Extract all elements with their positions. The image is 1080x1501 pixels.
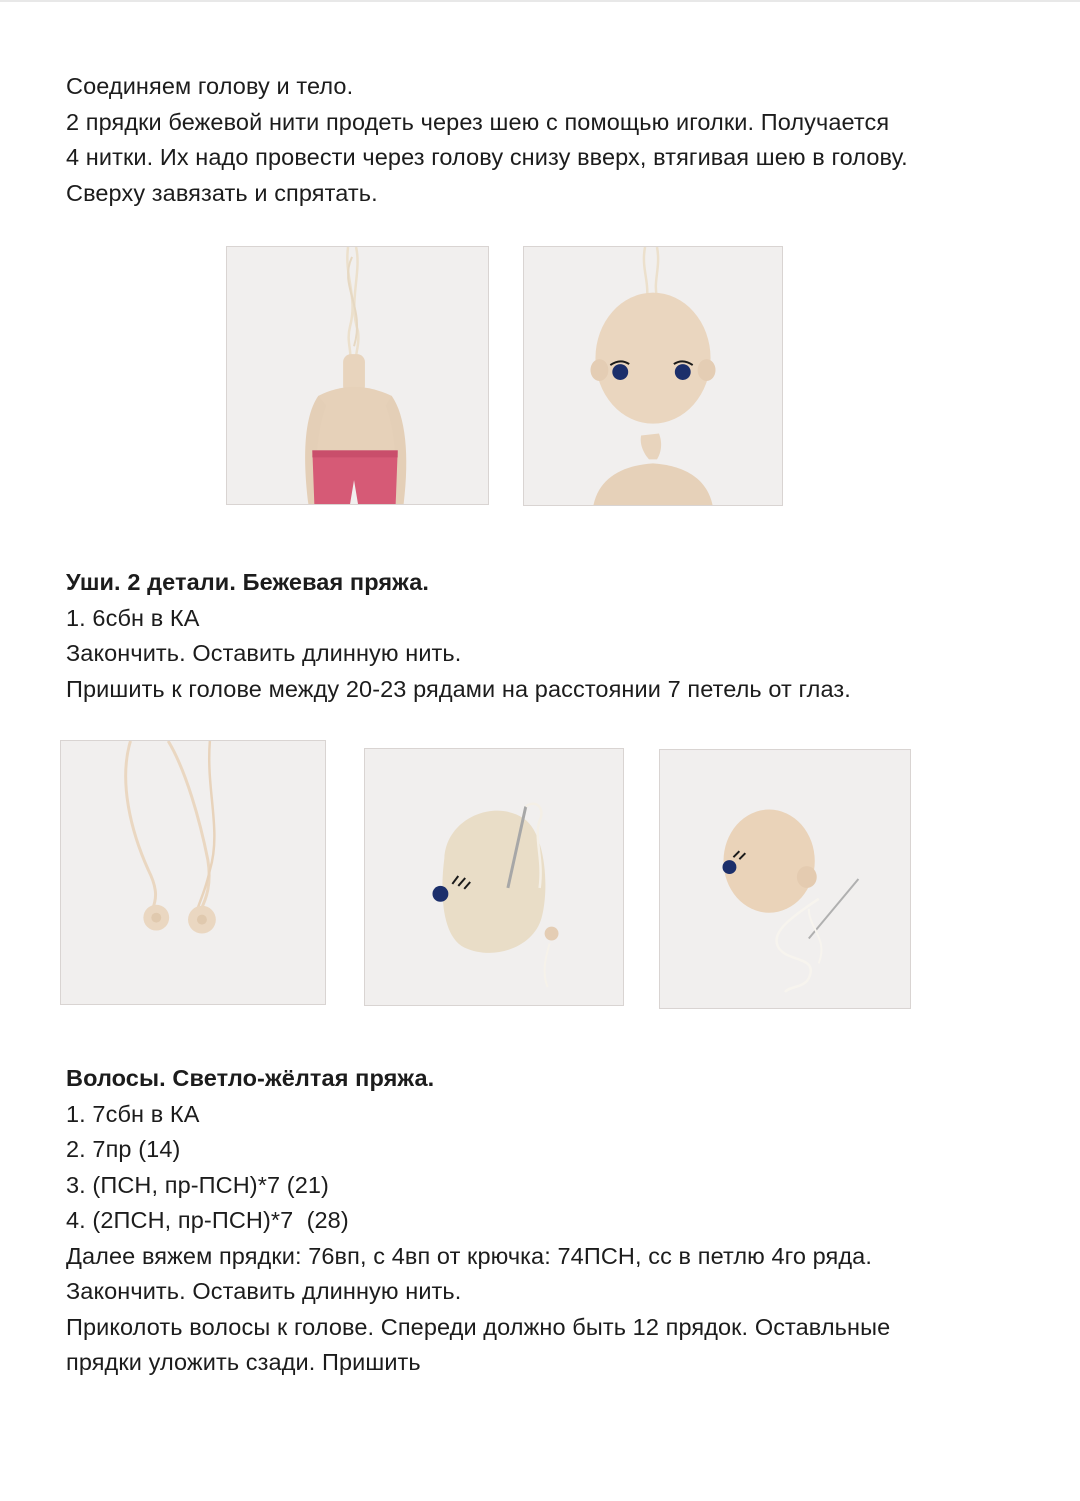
hair-heading: Волосы. Светло-жёлтая пряжа.	[66, 1065, 435, 1091]
photo-ears-with-threads	[60, 740, 326, 1005]
body-illustration	[227, 247, 488, 504]
photo-body-with-threads	[226, 246, 489, 505]
text-line: 2. 7пр (14)	[66, 1136, 181, 1162]
text-line: прядки уложить сзади. Пришить	[66, 1349, 421, 1375]
text-line: 4. (2ПСН, пр-ПСН)*7 (28)	[66, 1207, 349, 1233]
ears-illustration	[61, 741, 325, 1004]
head-body-illustration	[524, 247, 782, 505]
section-ears-text	[66, 565, 851, 707]
text-line: Закончить. Оставить длинную нить.	[66, 1278, 462, 1304]
text-line: Закончить. Оставить длинную нить.	[66, 640, 462, 666]
text-line: Сверху завязать и спрятать.	[66, 179, 378, 206]
text-line: 1. 6сбн в КА	[66, 604, 200, 631]
text-line: 3. (ПСН, пр-ПСН)*7 (21)	[66, 1171, 329, 1198]
text-line: Пришить к голове между 20-23 рядами на расстоянии 7 петель от глаз.	[66, 675, 851, 702]
page-top-border	[0, 0, 1080, 2]
photo-head-with-ear	[659, 749, 911, 1009]
text-line: 1. 7сбн в КА	[66, 1100, 200, 1127]
photo-sewing-ear	[364, 748, 624, 1006]
photo-head-and-body	[523, 246, 783, 506]
sewing-ear-illustration	[365, 749, 623, 1005]
ears-heading: Уши. 2 детали. Бежевая пряжа.	[66, 569, 430, 595]
text-line: Приколоть волосы к голове. Спереди должно быть 12 прядок. Оставльные	[66, 1313, 891, 1340]
text-line: 4 нитки. Их надо провести через голову снизу вверх, втягивая шею в голову.	[66, 144, 908, 170]
text-line: Далее вяжем прядки: 76вп, с 4вп от крючка: 74ПСН, сс в петлю 4го ряда.	[66, 1242, 872, 1269]
section-join-text	[66, 69, 908, 211]
text-line: Соединяем голову и тело.	[66, 73, 354, 99]
text-line: 2 прядки бежевой нити продеть через шею с помощью иголки. Получается	[66, 108, 890, 135]
section-hair-text	[66, 1061, 890, 1381]
head-with-ear-illustration	[660, 750, 910, 1008]
